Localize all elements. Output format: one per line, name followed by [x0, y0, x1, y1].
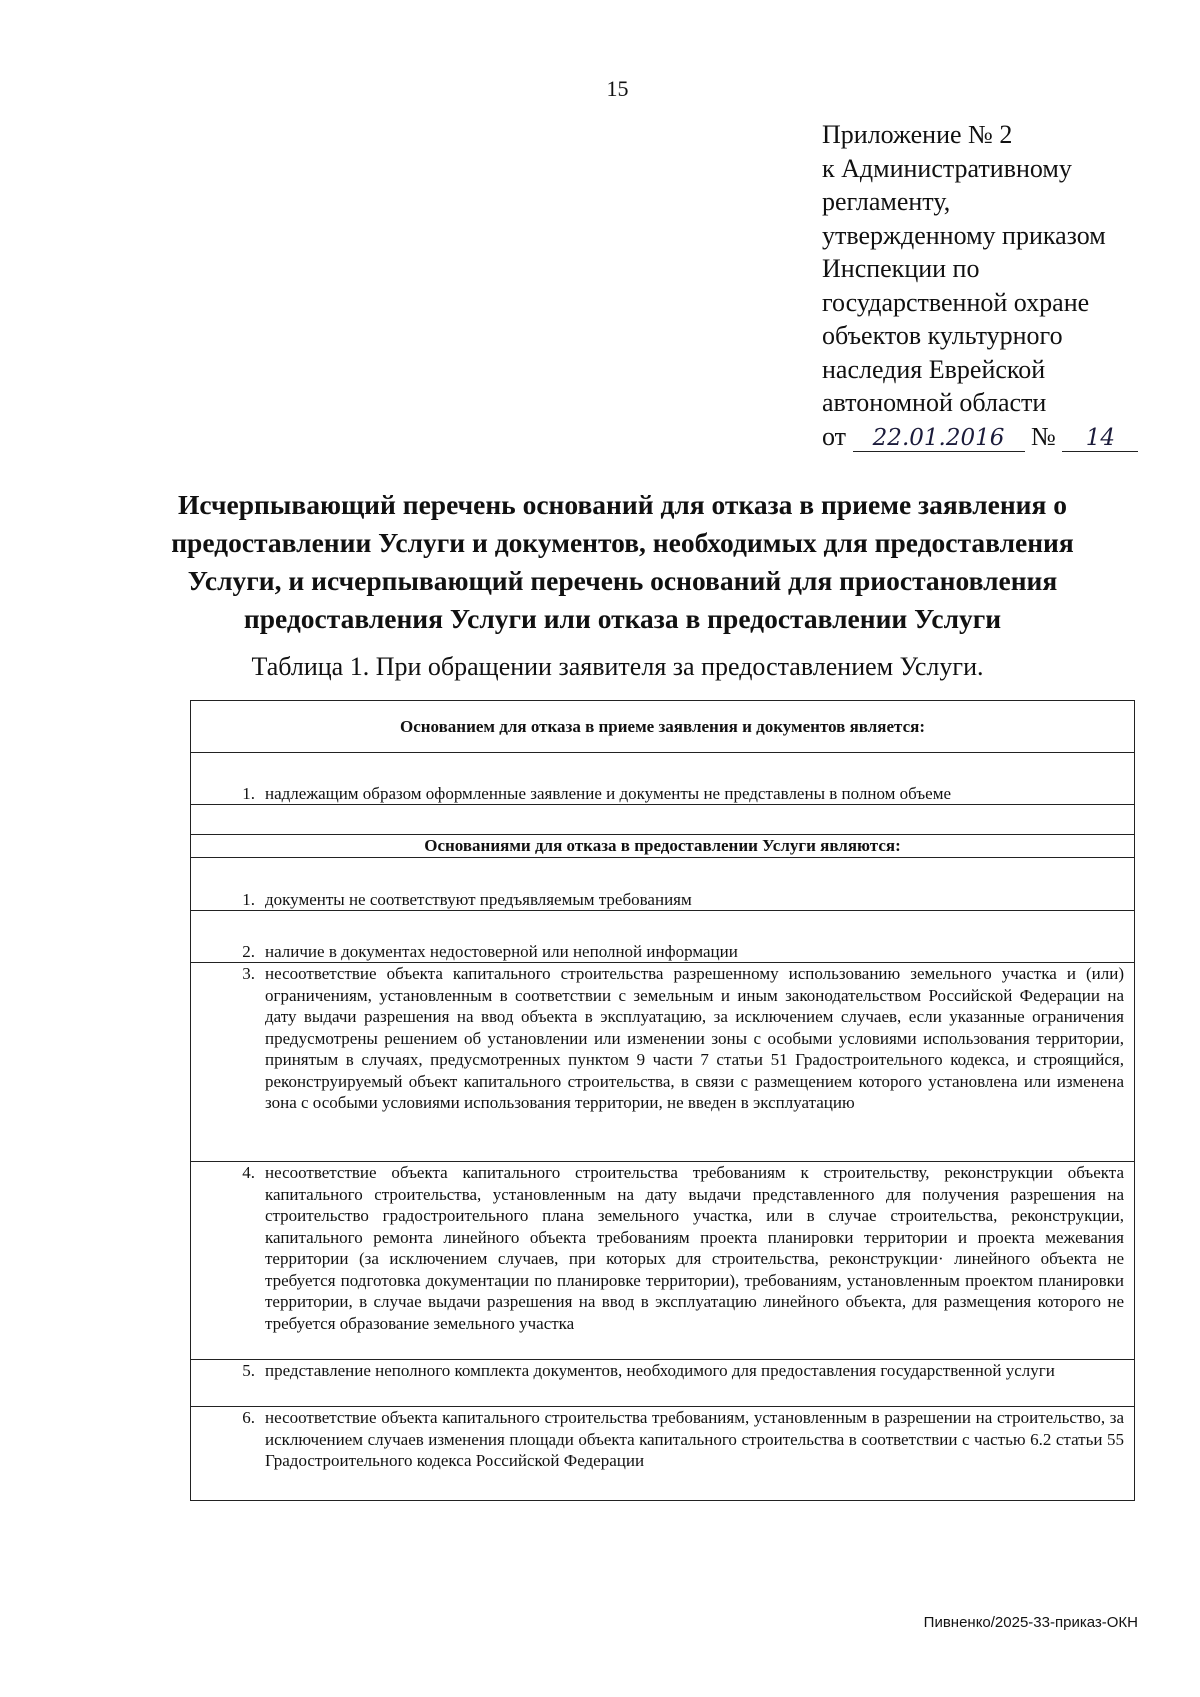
appendix-line: Приложение № 2	[822, 120, 1013, 149]
item-text: несоответствие объекта капитального строительства разрешенному использованию земельного участка и (или) ограничениям, установленным в соответствии с земельным и иным законодательством Российской Федерации на дату выдачи разрешения на ввод объекта в эксплуатацию, за исключением случаев, если указанные ограничения предусмотрены решением об установлении или изменении зоны с особыми условиями использования территории, принятым в случаях, предусмотренных пунктом 9 части 7 статьи 51 Градостроительного кодекса, и строящийся, реконструируемый объект капитального строительства, в связи с размещением которого установлена или изменена зона с особыми условиями использования территории, не введен в эксплуатацию	[265, 964, 1124, 1112]
handwritten-number: 14	[1062, 425, 1138, 452]
item-number: 4.	[242, 1163, 255, 1182]
section-header-refusal-service: Основаниями для отказа в предоставлении Услуги являются:	[191, 835, 1134, 858]
appendix-line: объектов культурного	[822, 321, 1063, 350]
appendix-line: к Административному	[822, 153, 1072, 183]
table-row	[191, 911, 1134, 963]
grounds-table	[190, 700, 1135, 1501]
appendix-block	[822, 118, 1172, 453]
item-text: надлежащим образом оформленные заявление и документы не представлены в полном объеме	[265, 783, 952, 803]
table-row	[191, 1360, 1134, 1407]
item-number: 2.	[242, 941, 255, 961]
number-label: №	[1031, 421, 1056, 451]
appendix-line: Инспекции по	[822, 254, 980, 283]
table-row	[191, 963, 1134, 1162]
table-row	[191, 1407, 1134, 1500]
document-title: Исчерпывающий перечень оснований для отказа в приеме заявления о предоставлении Услуги и документов, необходимых для предоставления Услуги, и исчерпывающий перечень оснований для приостановления предоставления Услуги или отказа в предоставлении Услуги	[171, 489, 1074, 634]
appendix-line: наследия Еврейской	[822, 354, 1046, 384]
from-label: от	[822, 421, 847, 451]
item-text: документы не соответствуют предъявляемым требованиям	[265, 889, 692, 909]
item-text: несоответствие объекта капитального строительства требованиям к строительству, реконструкции объекта капитального строительства, установленным на дату выдачи представленного для получения разрешения на строительство градостроительного плана земельного участка, или в случае строительства, реконструкции, капитального ремонта линейного объекта требованиям проекта планировки территории и проекта межевания территории (за исключением случаев, при которых для строительства, реконструкции· линейного объекта не требуется подготовка документации по планировке территории), требованиям, установленным проектом планировки территории, в случае выдачи разрешения на ввод в эксплуатацию линейного объекта, для размещения которого не требуется образование земельного участка	[265, 1163, 1124, 1333]
appendix-line: государственной охране	[822, 287, 1090, 317]
appendix-line: регламенту,	[822, 187, 951, 216]
section-header-refusal-acceptance: Основанием для отказа в приеме заявления и документов является:	[191, 701, 1134, 753]
item-text: наличие в документах недостоверной или неполной информации	[265, 941, 738, 961]
item-text: представление неполного комплекта документов, необходимого для предоставления государственной услуги	[265, 1361, 1055, 1380]
table-caption: Таблица 1. При обращении заявителя за предоставлением Услуги.	[251, 652, 984, 681]
item-number: 1.	[242, 889, 255, 909]
document-footer-code: Пивненко/2025-33-приказ-ОКН	[923, 1614, 1138, 1631]
item-number: 3.	[242, 964, 255, 983]
table-row	[191, 1162, 1134, 1360]
item-text: несоответствие объекта капитального строительства требованиям, установленным в разрешении на строительство, за исключением случаев изменения площади объекта капитального строительства в соответствии с частью 6.2 статьи 55 Градостроительного кодекса Российской Федерации	[265, 1408, 1124, 1470]
page-number: 15	[606, 76, 629, 101]
appendix-line: утвержденному приказом	[822, 220, 1106, 250]
item-number: 5.	[242, 1361, 255, 1380]
order-reference-line	[822, 420, 1172, 454]
table-row	[191, 753, 1134, 805]
item-number: 1.	[242, 783, 255, 803]
appendix-line: автономной области	[822, 388, 1047, 417]
handwritten-date: 22.01.2016	[853, 425, 1025, 452]
spacer-row	[191, 805, 1134, 835]
item-number: 6.	[242, 1408, 255, 1427]
table-row	[191, 858, 1134, 911]
